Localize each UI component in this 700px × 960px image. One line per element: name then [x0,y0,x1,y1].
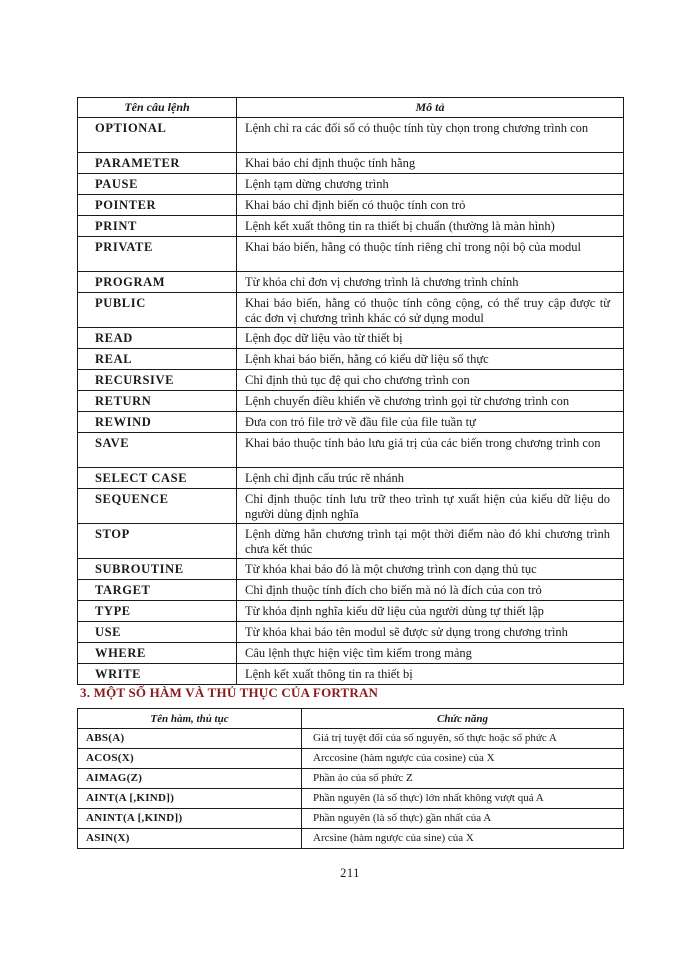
table-row [78,664,624,685]
command-name: SEQUENCE [78,489,237,524]
table-row [78,789,624,809]
command-name: OPTIONAL [78,118,237,153]
table-row [78,468,624,489]
command-name: RETURN [78,391,237,412]
table-row [78,601,624,622]
table-row [78,769,624,789]
command-name: PAUSE [78,174,237,195]
command-name: SUBROUTINE [78,559,237,580]
column-header-command-name: Tên câu lệnh [78,98,237,118]
command-description: Lệnh chỉ ra các đối số có thuộc tính tùy chọn trong chương trình con [237,118,624,153]
function-name: ANINT(A [,KIND]) [78,809,302,829]
command-name: PROGRAM [78,272,237,293]
functions-table [77,708,624,849]
command-name: TYPE [78,601,237,622]
command-description: Chỉ định thủ tục đệ qui cho chương trình con [237,370,624,391]
command-description: Lệnh đọc dữ liệu vào từ thiết bị [237,328,624,349]
table-row [78,118,624,153]
command-description: Chỉ định thuộc tính lưu trữ theo trình tự xuất hiện của kiểu dữ liệu do người dùng định nghĩa [237,489,624,524]
command-name: PRINT [78,216,237,237]
command-name: REWIND [78,412,237,433]
table-row [78,643,624,664]
function-description: Giá trị tuyệt đối của số nguyên, số thực hoặc số phức A [302,729,624,749]
function-description: Arcsine (hàm ngược của sine) của X [302,829,624,849]
section-heading: 3. MỘT SỐ HÀM VÀ THỦ THỤC CỦA FORTRAN [80,685,379,700]
table-row [78,272,624,293]
table-row [78,328,624,349]
table-row [78,829,624,849]
function-description: Phần ảo của số phức Z [302,769,624,789]
table-row [78,524,624,559]
function-description: Phần nguyên (là số thực) gần nhất của A [302,809,624,829]
function-name: AIMAG(Z) [78,769,302,789]
table-row [78,580,624,601]
function-description: Arccosine (hàm ngược của cosine) của X [302,749,624,769]
commands-table-header [78,98,624,118]
table-row [78,489,624,524]
command-name: PUBLIC [78,293,237,328]
command-name: POINTER [78,195,237,216]
table-row [78,370,624,391]
table-row [78,559,624,580]
table-row [78,391,624,412]
table-row [78,293,624,328]
table-row [78,433,624,468]
command-name: USE [78,622,237,643]
table-row [78,622,624,643]
command-description: Từ khóa khai báo đó là một chương trình con dạng thủ tục [237,559,624,580]
command-description: Từ khóa định nghĩa kiểu dữ liệu của người dùng tự thiết lập [237,601,624,622]
command-description: Từ khóa khai báo tên modul sẽ được sử dụng trong chương trình [237,622,624,643]
command-description: Chỉ định thuộc tính đích cho biến mà nó là đích của con trỏ [237,580,624,601]
function-name: ACOS(X) [78,749,302,769]
table-row [78,174,624,195]
table-row [78,729,624,749]
function-name: AINT(A [,KIND]) [78,789,302,809]
command-description: Khai báo chỉ định thuộc tính hằng [237,153,624,174]
command-description: Lệnh chuyển điều khiển về chương trình gọi từ chương trình con [237,391,624,412]
command-description: Từ khóa chỉ đơn vị chương trình là chương trình chính [237,272,624,293]
command-description: Khai báo biến, hằng có thuộc tính riêng chỉ trong nội bộ của modul [237,237,624,272]
command-name: WHERE [78,643,237,664]
table-row [78,412,624,433]
command-description: Lệnh dừng hẳn chương trình tại một thời điểm nào đó khi chương trình chưa kết thúc [237,524,624,559]
page-number: 211 [340,866,360,880]
commands-table [77,97,624,685]
column-header-description: Mô tả [237,98,624,118]
command-name: SELECT CASE [78,468,237,489]
table-row [78,237,624,272]
command-description: Khai báo chỉ định biến có thuộc tính con trỏ [237,195,624,216]
command-description: Khai báo thuộc tính bảo lưu giá trị của các biến trong chương trình con [237,433,624,468]
function-name: ABS(A) [78,729,302,749]
table-row [78,349,624,370]
column-header-function-purpose: Chức năng [302,709,624,729]
command-description: Đưa con trỏ file trở về đầu file của file tuần tự [237,412,624,433]
command-name: READ [78,328,237,349]
functions-table-header [78,709,624,729]
command-description: Lệnh kết xuất thông tin ra thiết bị chuẩn (thường là màn hình) [237,216,624,237]
table-row [78,195,624,216]
command-description: Câu lệnh thực hiện việc tìm kiếm trong mảng [237,643,624,664]
command-description: Lệnh chỉ định cấu trúc rẽ nhánh [237,468,624,489]
function-name: ASIN(X) [78,829,302,849]
command-description: Lệnh khai báo biến, hằng có kiểu dữ liệu số thực [237,349,624,370]
command-description: Lệnh kết xuất thông tin ra thiết bị [237,664,624,685]
command-description: Lệnh tạm dừng chương trình [237,174,624,195]
table-row [78,153,624,174]
table-row [78,809,624,829]
function-description: Phần nguyên (là số thực) lớn nhất không vượt quá A [302,789,624,809]
command-name: PARAMETER [78,153,237,174]
table-row [78,749,624,769]
command-name: STOP [78,524,237,559]
column-header-function-name: Tên hàm, thủ tục [78,709,302,729]
command-name: SAVE [78,433,237,468]
command-name: WRITE [78,664,237,685]
command-name: TARGET [78,580,237,601]
command-description: Khai báo biến, hằng có thuộc tính công cộng, có thể truy cập được từ các đơn vị chương trình khác có sử dụng modul [237,293,624,328]
command-name: PRIVATE [78,237,237,272]
command-name: REAL [78,349,237,370]
command-name: RECURSIVE [78,370,237,391]
table-row [78,216,624,237]
